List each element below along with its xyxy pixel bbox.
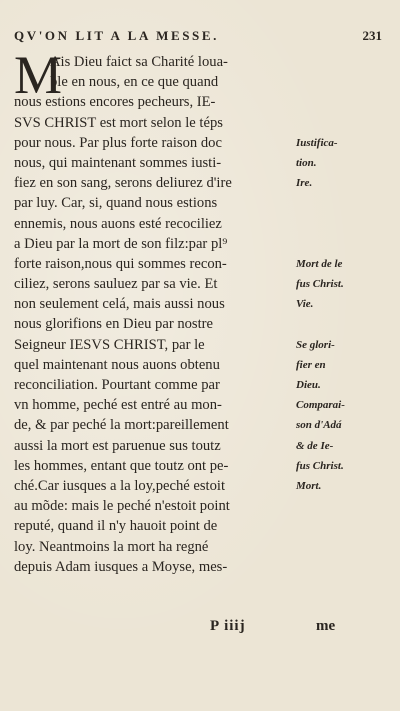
margin-note <box>296 113 400 133</box>
text-line: ble en nous, en ce que quand <box>50 74 219 91</box>
margin-note: fier en <box>296 358 326 371</box>
text-line: reconciliation. Pourtant comme par <box>14 377 220 393</box>
margin-note: Ire. <box>296 177 313 190</box>
margin-note <box>296 193 400 213</box>
body-text <box>14 45 318 577</box>
running-title: QV'ON LIT A LA MESSE. <box>14 28 219 43</box>
text-line: Seigneur IESVS CHRIST, par le <box>14 336 205 353</box>
text-line: quel maintenant nous auons obtenu <box>14 356 220 373</box>
margin-note: Se glori- <box>296 338 335 351</box>
text-line: loy. Neantmoins la mort ha regné <box>14 538 209 555</box>
text-line: au mõde: mais le peché n'estoit point <box>14 498 230 515</box>
drop-capital: M <box>14 45 63 105</box>
page-number: 231 <box>362 28 382 43</box>
margin-note <box>296 52 400 72</box>
text-line: aussi la mort est paruenue sus toutz <box>14 437 221 454</box>
text-line: nous estions encores pecheurs, IE- <box>14 94 216 111</box>
signature-mark: P iiij <box>210 618 246 634</box>
margin-note: fus Christ. <box>296 459 344 472</box>
text-line: par luy. Car, si, quand nous estions <box>14 195 218 212</box>
text-line: non seulement celá, mais aussi nous <box>14 296 225 313</box>
margin-note: Comparai- <box>296 399 345 412</box>
margin-note: Mort de le <box>296 257 343 270</box>
text-line: Ais Dieu faict sa Charité loua- <box>50 54 228 70</box>
text-line: a Dieu par la mort de son filz:par pl⁹ <box>14 235 228 252</box>
margin-note: & de Ie- <box>296 439 334 452</box>
catchword: me <box>316 618 336 634</box>
margin-note: fus Christ. <box>296 278 344 291</box>
text-line: nous, qui maintenant sommes iusti- <box>14 154 222 171</box>
text-line: forte raison,nous qui sommes recon- <box>14 255 227 272</box>
running-header <box>14 28 386 44</box>
margin-note: son d'Adá <box>296 419 342 432</box>
margin-note: Mort. <box>296 479 322 492</box>
margin-note: Dieu. <box>296 379 321 391</box>
text-line: ché.Car iusques a la loy,peché estoit <box>14 477 225 494</box>
text-line: vn homme, peché est entré au mon- <box>14 397 222 414</box>
text-line: les hommes, entant que toutz ont pe- <box>14 457 229 474</box>
text-line: SVS CHRIST est mort selon le téps <box>14 114 223 131</box>
margin-note <box>296 234 400 254</box>
text-line: nous glorifions en Dieu par nostre <box>14 316 214 333</box>
text-line: pour nous. Par plus forte raison doc <box>14 134 222 151</box>
text-line: ciliez, serons sauluez par sa vie. Et <box>14 276 218 293</box>
text-line: de, & par peché la mort:pareillement <box>14 417 229 434</box>
text-line: ennemis, nous auons esté recociliez <box>14 215 222 232</box>
margin-note: tion. <box>296 156 317 169</box>
margin-note <box>296 92 400 112</box>
marginal-notes <box>296 52 400 496</box>
margin-note <box>296 214 400 234</box>
margin-note <box>296 72 400 92</box>
text-line: depuis Adam iusques a Moyse, mes- <box>14 558 228 575</box>
text-line: fiez en son sang, serons deliurez d'ire <box>14 175 232 192</box>
margin-note <box>296 314 400 334</box>
margin-note: Vie. <box>296 298 314 311</box>
margin-note: Iustifica- <box>296 136 338 149</box>
text-line: reputé, quand il n'y hauoit point de <box>14 518 218 535</box>
